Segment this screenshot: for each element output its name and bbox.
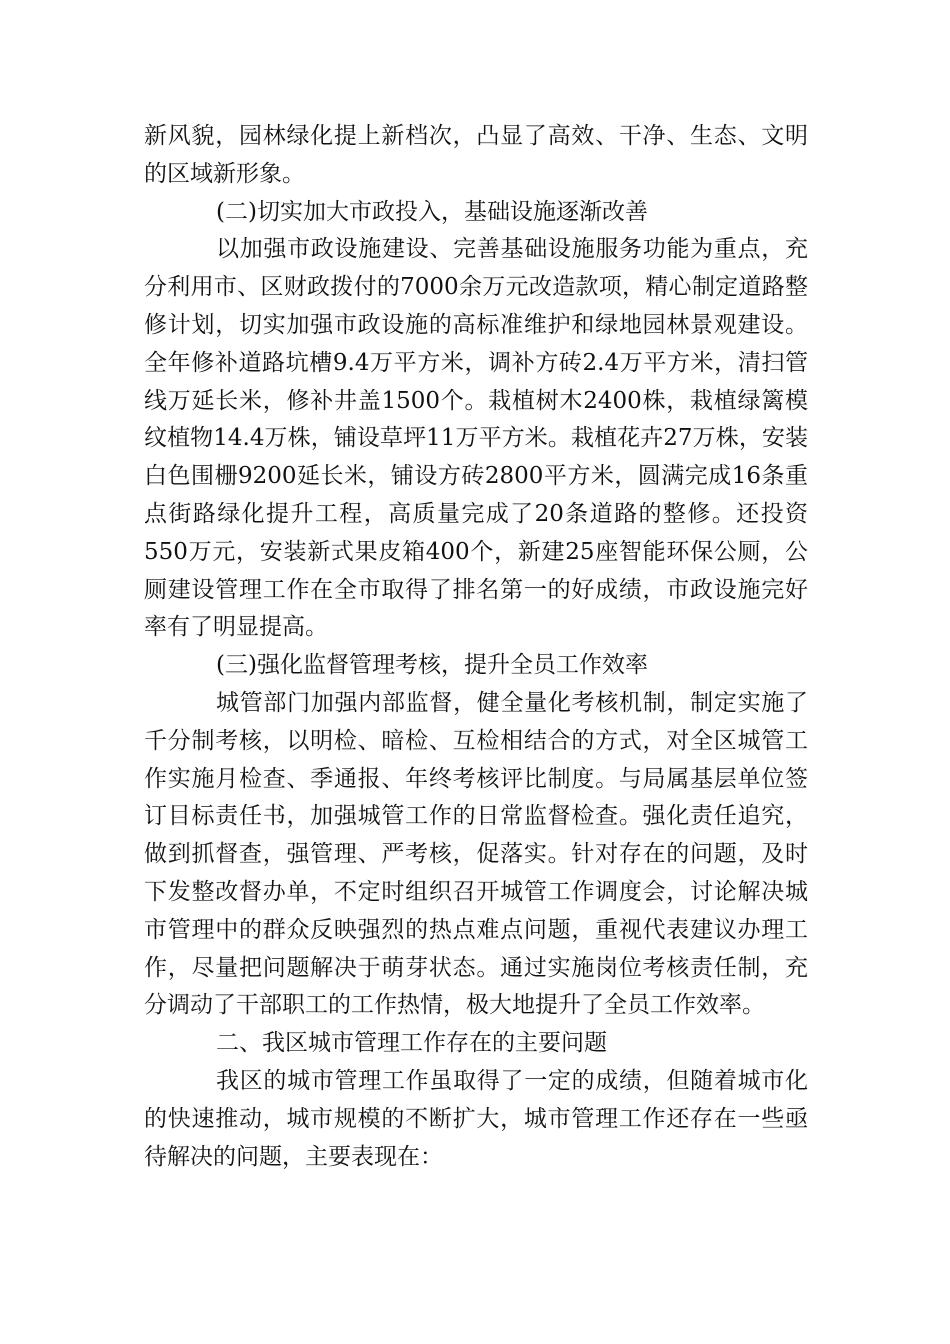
section-heading-3: (三)强化监督管理考核，提升全员工作效率 xyxy=(216,652,648,679)
paragraph-municipal-investment: 以加强市政设施建设、完善基础设施服务功能为重点，充分利用市、区财政拨付的7000余万元改造款项，精心制定道路整修计划，切实加强市政设施的高标准维护和绿地园林景观建设。全年修补道路坑槽9.4万平方米，调补方砖2.4万平方米，清扫管线万延长米，修补井盖1500个。栽植树木2400株，栽植绿篱模纹植物14.4万株，铺设草坪11万平方米。栽植花卉27万株，安装白色围栅9200延长米，铺设方砖2800平方米，圆满完成16条重点街路绿化提升工程，高质量完成了20条道路的整修。还投资550万元，安装新式果皮箱400个，新建25座智能环保公厕，公厕建设管理工作在全市取得了排名第一的好成绩，市政设施完好率有了明显提高。 xyxy=(144,236,808,641)
paragraph-supervision: 城管部门加强内部监督，健全量化考核机制，制定实施了千分制考核，以明检、暗检、互检相结合的方式，对全区城管工作实施月检查、季通报、年终考核评比制度。与局属基层单位签订目标责任书，加强城管工作的日常监督检查。强化责任追究，做到抓督查，强管理、严考核，促落实。针对存在的问题，及时下发整改督办单，不定时组织召开城管工作调度会，讨论解决城市管理中的群众反映强烈的热点难点问题，重视代表建议办理工作，尽量把问题解决于萌芽状态。通过实施岗位考核责任制，充分调动了干部职工的工作热情，极大地提升了全员工作效率。 xyxy=(144,689,808,1019)
section-heading-2: (二)切实加大市政投入，基础设施逐渐改善 xyxy=(216,198,648,225)
document-body xyxy=(144,118,808,1176)
paragraph-problems-intro: 我区的城市管理工作虽取得了一定的成绩，但随着城市化的快速推动，城市规模的不断扩大，城市管理工作还存在一些亟待解决的问题，主要表现在： xyxy=(144,1067,808,1170)
section-heading-problems: 二、我区城市管理工作存在的主要问题 xyxy=(216,1030,607,1057)
paragraph-continuation: 新风貌，园林绿化提上新档次，凸显了高效、干净、生态、文明的区域新形象。 xyxy=(144,123,808,187)
